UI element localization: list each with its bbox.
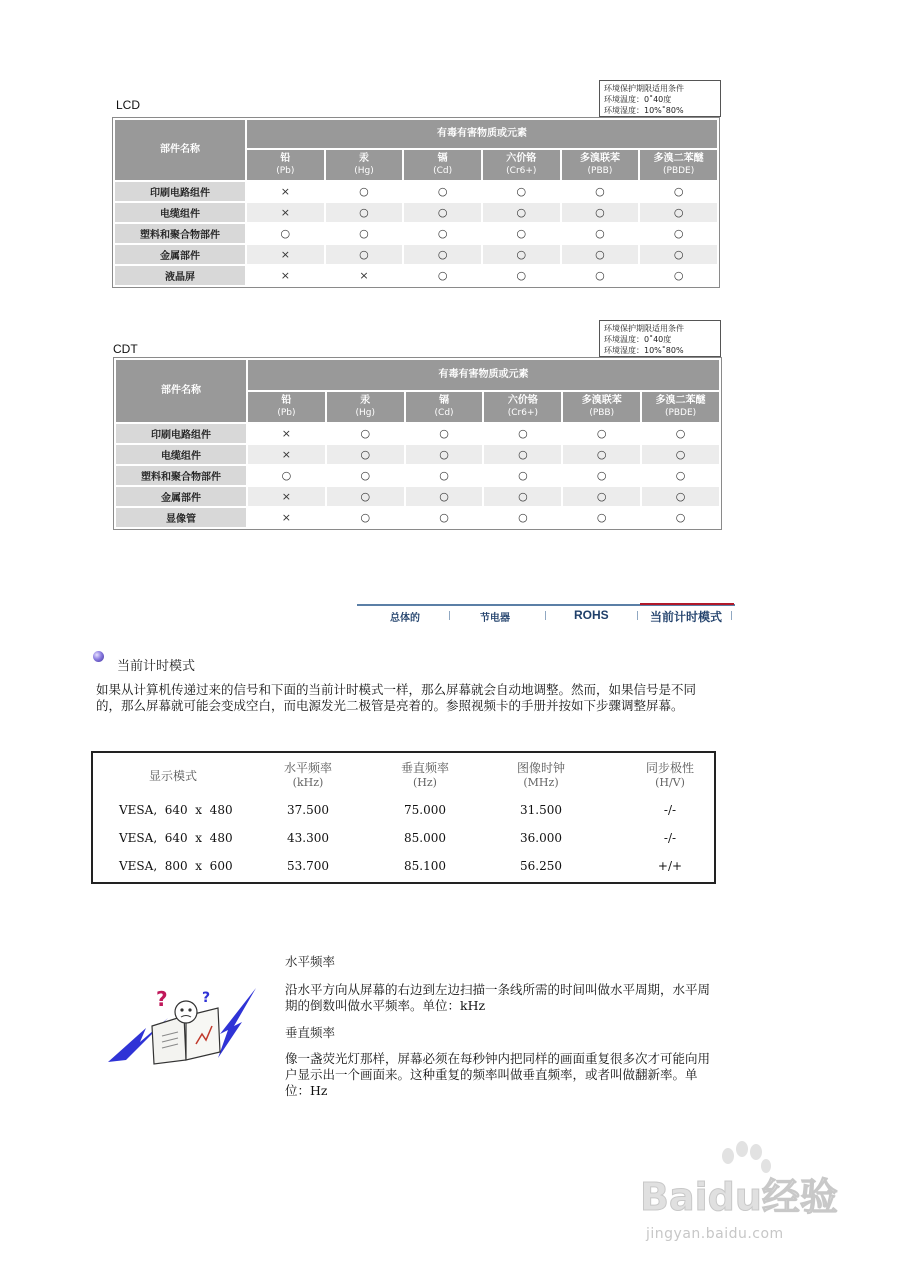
hazard-mark-cell: ○	[247, 224, 324, 243]
hazard-mark-cell: ○	[406, 424, 483, 443]
watermark-logo-text: Baidu经验	[640, 1175, 838, 1219]
timing-cell: 75.000	[404, 803, 446, 817]
substance-symbol: (PBB)	[589, 408, 615, 418]
horizontal-frequency-title: 水平频率	[285, 954, 336, 969]
condition-line: 环境湿度：10%˚80%	[604, 106, 684, 115]
timing-cell: VESA, 800 x 600	[119, 859, 233, 873]
hazard-mark-cell: ○	[326, 203, 403, 222]
substance-symbol: (Cr6+)	[507, 408, 539, 418]
tab-power-saver[interactable]: 节电器	[480, 613, 510, 624]
tab-general[interactable]: 总体的	[390, 613, 420, 624]
part-name-cell: 电缆组件	[115, 203, 245, 222]
hazard-mark-cell: ×	[248, 445, 325, 464]
hazard-mark-cell: ○	[562, 182, 639, 201]
substance-header	[562, 150, 639, 180]
timing-header	[605, 759, 735, 789]
watermark-url: jingyan.baidu.com	[646, 1226, 784, 1242]
hazard-mark-cell: ○	[483, 182, 560, 201]
hazard-mark-cell: ○	[327, 466, 404, 485]
hazard-mark-cell: ○	[406, 487, 483, 506]
part-name-cell: 液晶屏	[115, 266, 245, 285]
part-name-cell: 塑料和聚合物部件	[116, 466, 246, 485]
timing-header-unit: (H/V)	[655, 776, 685, 789]
hazard-mark-cell: ○	[484, 445, 561, 464]
timing-cell: 43.300	[287, 831, 329, 845]
confused-book-icon	[106, 978, 262, 1066]
watermark-logo	[640, 1170, 860, 1220]
timing-cell: 85.000	[404, 831, 446, 845]
hazard-mark-cell: ○	[640, 224, 717, 243]
substance-symbol: (Pb)	[277, 408, 296, 418]
hazard-mark-cell: ×	[247, 245, 324, 264]
substance-symbol: (Hg)	[354, 166, 374, 176]
hazard-mark-cell: ○	[640, 245, 717, 264]
condition-line: 环境温度：0˚40度	[604, 335, 672, 344]
substance-name: 多溴联苯	[579, 153, 620, 164]
vertical-frequency-title: 垂直频率	[285, 1025, 336, 1040]
timing-cell: +/+	[657, 859, 683, 873]
timing-cell: 37.500	[287, 803, 329, 817]
hazard-mark-cell: ○	[562, 224, 639, 243]
substance-name: 镉	[439, 395, 450, 406]
hazard-mark-cell: ○	[404, 224, 481, 243]
timing-table	[91, 751, 716, 884]
hazard-mark-cell: ○	[640, 182, 717, 201]
cdt-rohs-table	[113, 357, 722, 530]
table-row	[116, 508, 719, 527]
hazard-mark-cell: ○	[406, 445, 483, 464]
substance-group-header: 有毒有害物质或元素	[247, 120, 717, 148]
hazard-mark-cell: ○	[563, 466, 640, 485]
substance-header	[642, 392, 719, 422]
hazard-mark-cell: ×	[247, 182, 324, 201]
nav-active-indicator	[640, 603, 734, 605]
section-title: 当前计时模式	[117, 659, 196, 674]
hazard-mark-cell: ○	[640, 266, 717, 285]
condition-line: 环境湿度：10%˚80%	[604, 346, 684, 355]
substance-name: 汞	[360, 395, 371, 406]
hazard-mark-cell: ○	[563, 487, 640, 506]
timing-header	[243, 759, 373, 789]
hazard-mark-cell: ×	[248, 424, 325, 443]
hazard-mark-cell: ○	[327, 424, 404, 443]
substance-name: 镉	[437, 153, 448, 164]
timing-header-unit: (kHz)	[292, 776, 324, 789]
timing-cell: 36.000	[520, 831, 562, 845]
substance-symbol: (PBB)	[587, 166, 613, 176]
hazard-mark-cell: ○	[484, 508, 561, 527]
substance-header	[326, 150, 403, 180]
table-row	[116, 424, 719, 443]
hazard-mark-cell: ○	[483, 245, 560, 264]
hazard-mark-cell: ○	[562, 245, 639, 264]
horizontal-frequency-text: 沿水平方向从屏幕的右边到左边扫描一条线所需的时间叫做水平周期，水平周期的倒数叫做水平频率。单位：kHz	[285, 982, 711, 1013]
substance-symbol: (PBDE)	[664, 408, 697, 418]
tab-separator: |	[448, 611, 452, 621]
timing-cell: VESA, 640 x 480	[119, 803, 233, 817]
substance-header	[563, 392, 640, 422]
hazard-mark-cell: ○	[404, 245, 481, 264]
table-row	[116, 466, 719, 485]
substance-header	[640, 150, 717, 180]
section-paragraph: 如果从计算机传递过来的信号和下面的当前计时模式一样，那么屏幕就会自动地调整。然而，如果信号是不同的，那么屏幕就可能会变成空白，而电源发光二极管是亮着的。参照视频卡的手册并按如下步骤调整屏幕。	[96, 682, 697, 713]
hazard-mark-cell: ○	[642, 487, 719, 506]
part-name-header: 部件名称	[116, 360, 246, 422]
hazard-mark-cell: ○	[562, 266, 639, 285]
hazard-mark-cell: ○	[484, 466, 561, 485]
substance-header	[483, 150, 560, 180]
tab-rohs[interactable]: ROHS	[574, 608, 609, 622]
substance-name: 多溴二苯醚	[655, 395, 706, 406]
part-name-cell: 金属部件	[115, 245, 245, 264]
hazard-mark-cell: ○	[326, 245, 403, 264]
timing-header-name: 图像时钟	[516, 761, 565, 775]
substance-name: 六价铬	[507, 395, 538, 406]
timing-header	[108, 767, 238, 784]
tab-separator: |	[636, 611, 640, 621]
part-name-cell: 印刷电路组件	[116, 424, 246, 443]
part-name-cell: 电缆组件	[116, 445, 246, 464]
svg-text:?: ?	[202, 990, 211, 1006]
hazard-mark-cell: ○	[327, 445, 404, 464]
part-name-cell: 金属部件	[116, 487, 246, 506]
hazard-mark-cell: ○	[642, 424, 719, 443]
hazard-mark-cell: ○	[562, 203, 639, 222]
hazard-mark-cell: ○	[483, 224, 560, 243]
part-name-cell: 印刷电路组件	[115, 182, 245, 201]
lcd-label: LCD	[116, 98, 141, 112]
hazard-mark-cell: ×	[247, 266, 324, 285]
condition-line: 环境保护期限适用条件	[604, 84, 684, 93]
condition-line: 环境温度：0˚40度	[604, 95, 672, 104]
timing-cell: 56.250	[520, 859, 562, 873]
timing-header-name: 显示模式	[148, 769, 197, 783]
table-row	[115, 182, 717, 201]
timing-header-unit: (MHz)	[523, 776, 559, 789]
hazard-mark-cell: ○	[327, 487, 404, 506]
hazard-mark-cell: ○	[326, 182, 403, 201]
substance-symbol: (PBDE)	[663, 166, 695, 176]
substance-group-header: 有毒有害物质或元素	[248, 360, 719, 390]
tab-separator: |	[544, 611, 548, 621]
timing-header-unit: (Hz)	[413, 776, 437, 789]
substance-name: 多溴二苯醚	[653, 153, 704, 164]
substance-symbol: (Hg)	[355, 408, 375, 418]
condition-line: 环境保护期限适用条件	[604, 324, 684, 333]
lcd-condition-box	[599, 80, 721, 117]
hazard-mark-cell: ○	[484, 487, 561, 506]
substance-header	[484, 392, 561, 422]
substance-name: 铅	[280, 153, 291, 164]
substance-header	[248, 392, 325, 422]
timing-header-name: 垂直频率	[400, 761, 449, 775]
substance-symbol: (Cd)	[434, 408, 454, 418]
hazard-mark-cell: ×	[326, 266, 403, 285]
table-row	[115, 245, 717, 264]
tab-separator: |	[730, 611, 734, 621]
lcd-rohs-table	[112, 117, 720, 288]
substance-name: 多溴联苯	[581, 395, 622, 406]
bullet-orb-icon	[93, 651, 104, 662]
timing-cell: -/-	[663, 803, 677, 817]
hazard-mark-cell: ○	[326, 224, 403, 243]
substance-symbol: (Cr6+)	[506, 166, 537, 176]
hazard-mark-cell: ○	[483, 266, 560, 285]
tab-current-timing[interactable]: 当前计时模式	[650, 610, 723, 624]
hazard-mark-cell: ○	[483, 203, 560, 222]
hazard-mark-cell: ○	[248, 466, 325, 485]
hazard-mark-cell: ○	[563, 508, 640, 527]
substance-name: 汞	[358, 153, 369, 164]
hazard-mark-cell: ○	[563, 445, 640, 464]
substance-header	[404, 150, 481, 180]
hazard-mark-cell: ○	[327, 508, 404, 527]
table-row	[115, 224, 717, 243]
part-name-cell: 显像管	[116, 508, 246, 527]
hazard-mark-cell: ○	[406, 466, 483, 485]
hazard-mark-cell: ○	[640, 203, 717, 222]
hazard-mark-cell: ○	[404, 182, 481, 201]
hazard-mark-cell: ×	[248, 508, 325, 527]
table-row	[115, 203, 717, 222]
timing-header-name: 同步极性	[645, 761, 694, 775]
cdt-condition-box	[599, 320, 721, 357]
vertical-frequency-text: 像一盏荧光灯那样，屏幕必须在每秒钟内把同样的画面重复很多次才可能向用户显示出一个画面来。这种重复的频率叫做垂直频率，或者叫做翻新率。单位：Hz	[285, 1051, 711, 1098]
hazard-mark-cell: ○	[563, 424, 640, 443]
timing-cell: 53.700	[287, 859, 329, 873]
substance-name: 铅	[281, 395, 292, 406]
substance-symbol: (Cd)	[433, 166, 453, 176]
hazard-mark-cell: ○	[642, 508, 719, 527]
hazard-mark-cell: ○	[406, 508, 483, 527]
substance-header	[247, 150, 324, 180]
substance-symbol: (Pb)	[276, 166, 295, 176]
table-row	[116, 487, 719, 506]
part-name-cell: 塑料和聚合物部件	[115, 224, 245, 243]
table-row	[115, 266, 717, 285]
part-name-header: 部件名称	[115, 120, 245, 180]
timing-cell: 31.500	[520, 803, 562, 817]
substance-header	[406, 392, 483, 422]
hazard-mark-cell: ○	[484, 424, 561, 443]
hazard-mark-cell: ○	[642, 445, 719, 464]
timing-cell: -/-	[663, 831, 677, 845]
hazard-mark-cell: ○	[404, 266, 481, 285]
hazard-mark-cell: ×	[248, 487, 325, 506]
hazard-mark-cell: ○	[404, 203, 481, 222]
substance-header	[327, 392, 404, 422]
table-row	[116, 445, 719, 464]
svg-text:?: ?	[156, 987, 168, 1011]
timing-cell: VESA, 640 x 480	[119, 831, 233, 845]
cdt-label: CDT	[113, 342, 138, 356]
timing-header-name: 水平频率	[283, 761, 332, 775]
hazard-mark-cell: ○	[642, 466, 719, 485]
timing-cell: 85.100	[404, 859, 446, 873]
timing-header	[476, 759, 606, 789]
hazard-mark-cell: ×	[247, 203, 324, 222]
substance-name: 六价铬	[506, 153, 537, 164]
timing-header	[360, 759, 490, 789]
